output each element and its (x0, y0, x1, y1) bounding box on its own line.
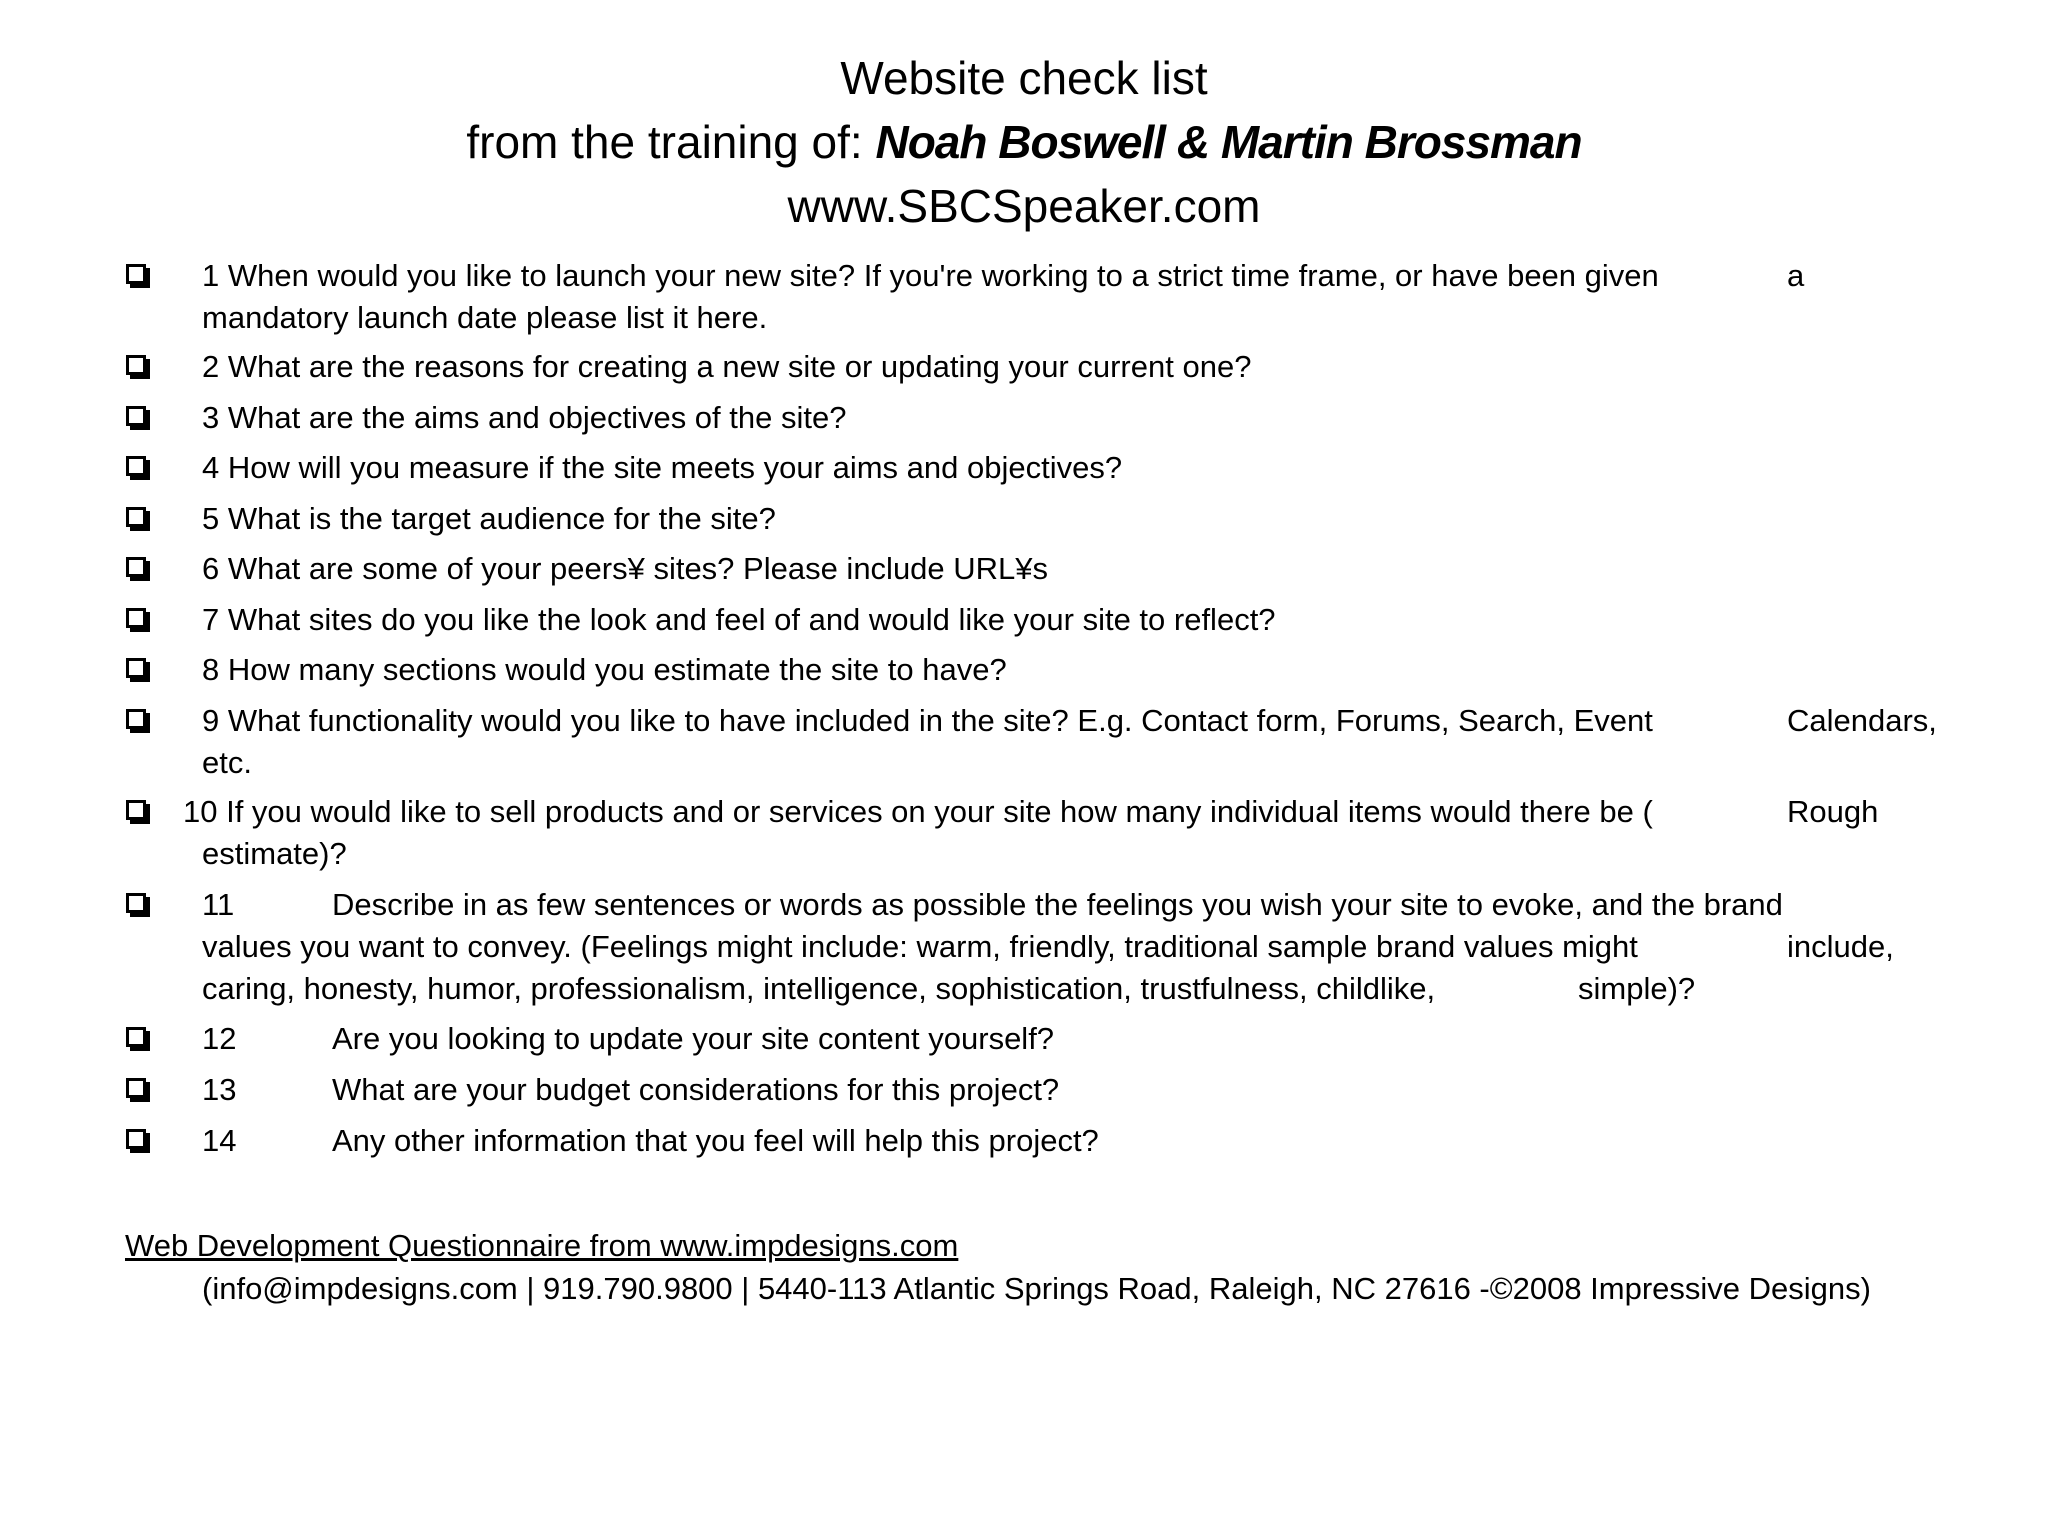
item-number: 14 (202, 1123, 237, 1158)
item-text: What are your budget considerations for this project? (332, 1072, 1060, 1107)
item-text-continued: values you want to convey. (Feelings might include: warm, friendly, traditional sample brand values might (202, 929, 1638, 964)
item-text: 8 How many sections would you estimate the site to have? (202, 652, 1007, 687)
checkbox-icon[interactable] (126, 456, 146, 476)
contact-info: (info@impdesigns.com | 919.790.9800 | 5440-113 Atlantic Springs Road, Raleigh, NC 27616 -©2008 Impressive Designs) (202, 1271, 1871, 1306)
item-text-tail: Calendars, (1787, 703, 1937, 738)
checkbox-icon[interactable] (126, 1078, 146, 1098)
checkbox-icon[interactable] (126, 406, 146, 426)
checkbox-icon[interactable] (126, 355, 146, 375)
item-text-tail: Rough (1787, 794, 1879, 829)
item-text: 3 What are the aims and objectives of the site? (202, 400, 847, 435)
checkbox-icon[interactable] (126, 264, 146, 284)
item-text-continued: etc. (202, 745, 252, 780)
item-text-continued: estimate)? (202, 836, 347, 871)
item-number: 12 (202, 1021, 237, 1056)
item-text: 10 If you would like to sell products and or services on your site how many individual items would there be ( (183, 794, 1653, 829)
item-number: 13 (202, 1072, 237, 1107)
checkbox-icon[interactable] (126, 709, 146, 729)
item-number: 11 (202, 887, 235, 922)
training-prefix: from the training of: (466, 116, 876, 168)
item-text-continued: caring, honesty, humor, professionalism, intelligence, sophistication, trustfulness, childlike, (202, 971, 1436, 1006)
item-text: 9 What functionality would you like to have included in the site? E.g. Contact form, Forums, Search, Event (202, 703, 1653, 738)
item-text: 6 What are some of your peers¥ sites? Please include URL¥s (202, 551, 1049, 586)
checkbox-icon[interactable] (126, 1027, 146, 1047)
checkbox-icon[interactable] (126, 557, 146, 577)
item-text: Describe in as few sentences or words as possible the feelings you wish your site to evoke, and the brand (332, 887, 1783, 922)
checkbox-icon[interactable] (126, 1129, 146, 1149)
checkbox-icon[interactable] (126, 608, 146, 628)
item-text: Any other information that you feel will help this project? (332, 1123, 1099, 1158)
item-text-tail: a (1787, 258, 1805, 293)
questionnaire-source-link[interactable]: Web Development Questionnaire from www.impdesigns.com (125, 1228, 959, 1263)
checkbox-icon[interactable] (126, 658, 146, 678)
item-text: 1 When would you like to launch your new site? If you're working to a strict time frame, or have been given (202, 258, 1659, 293)
document-title: Website check list (840, 52, 1208, 104)
checkbox-icon[interactable] (126, 893, 146, 913)
checkbox-icon[interactable] (126, 507, 146, 527)
item-text: 4 How will you measure if the site meets your aims and objectives? (202, 450, 1123, 485)
authors-names: Noah Boswell & Martin Brossman (875, 116, 1582, 168)
item-text-tail: include, (1787, 929, 1894, 964)
item-text: Are you looking to update your site content yourself? (332, 1021, 1055, 1056)
item-text: 2 What are the reasons for creating a new site or updating your current one? (202, 349, 1252, 384)
website-url[interactable]: www.SBCSpeaker.com (787, 180, 1261, 232)
checkbox-icon[interactable] (126, 800, 146, 820)
item-text: 7 What sites do you like the look and feel of and would like your site to reflect? (202, 602, 1276, 637)
item-text: 5 What is the target audience for the site? (202, 501, 776, 536)
item-text-continued: mandatory launch date please list it here. (202, 300, 768, 335)
item-text-tail: simple)? (1578, 971, 1696, 1006)
